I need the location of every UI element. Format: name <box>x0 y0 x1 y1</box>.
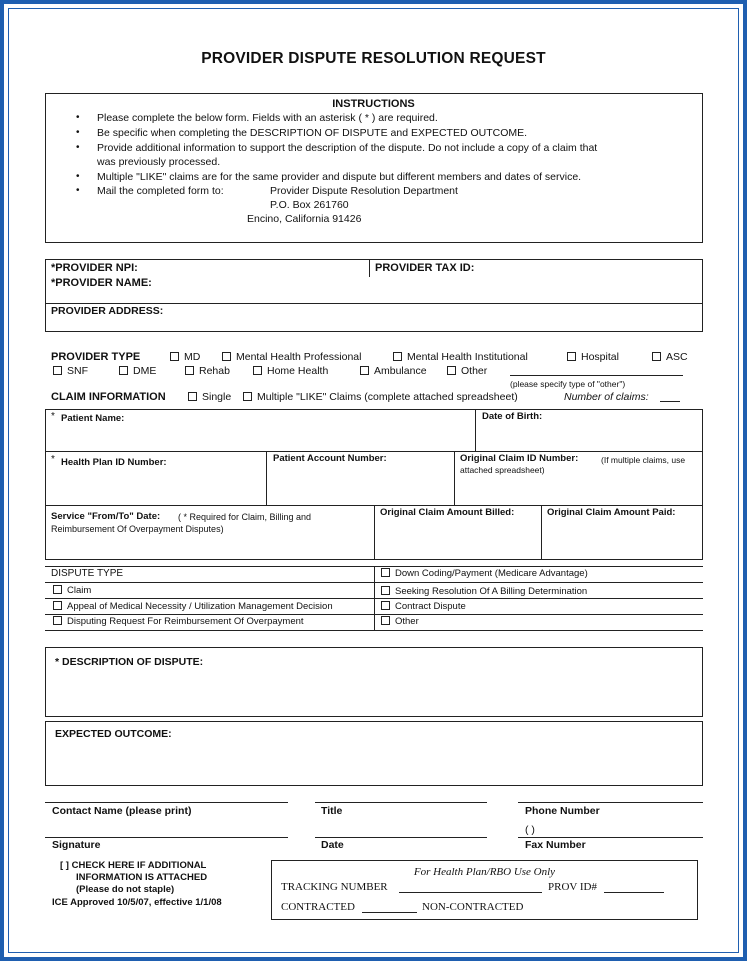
orig-billed-label[interactable]: Original Claim Amount Billed: <box>380 507 515 518</box>
option-label: ASC <box>666 351 688 363</box>
instruction-item: Multiple "LIKE" claims are for the same provider and dispute but different members and dates of service. <box>97 171 582 183</box>
attach-line: (Please do not staple) <box>76 884 175 895</box>
option-label: Seeking Resolution Of A Billing Determination <box>395 586 588 597</box>
service-date-note: ( * Required for Claim, Billing and <box>178 512 312 522</box>
instruction-item: Please complete the below form. Fields with an asterisk ( * ) are required. <box>97 112 438 124</box>
patient-account-label[interactable]: Patient Account Number: <box>273 453 387 464</box>
checkbox[interactable] <box>652 352 661 361</box>
checkbox[interactable] <box>381 568 390 577</box>
orig-claim-id-note: (If multiple claims, use <box>601 455 686 465</box>
ice-approved-note: ICE Approved 10/5/07, effective 1/1/08 <box>52 897 222 908</box>
bullet-icon: • <box>76 112 80 123</box>
dispute-overpayment-option[interactable] <box>53 616 304 628</box>
option-label: Ambulance <box>374 365 427 377</box>
claim-information-label: CLAIM INFORMATION <box>51 391 166 403</box>
option-label: Claim <box>67 585 92 596</box>
option-label: SNF <box>67 365 88 377</box>
divider <box>374 566 375 630</box>
service-date-label[interactable]: Service "From/To" Date: <box>51 511 161 522</box>
provider-address-label[interactable]: PROVIDER ADDRESS: <box>51 305 164 317</box>
checkbox[interactable] <box>185 366 194 375</box>
asterisk-mark: * <box>51 411 55 422</box>
description-label: * DESCRIPTION OF DISPUTE: <box>55 656 204 668</box>
dispute-billing-option[interactable] <box>381 586 587 598</box>
signature-line <box>45 837 288 838</box>
divider <box>475 409 476 451</box>
phone-label[interactable]: Phone Number <box>525 805 600 817</box>
divider <box>454 451 455 505</box>
signature-line <box>45 802 288 803</box>
signature-line <box>315 802 487 803</box>
non-contracted-label[interactable]: NON-CONTRACTED <box>422 901 524 913</box>
option-label: MD <box>184 351 201 363</box>
mail-address-line: P.O. Box 261760 <box>270 199 349 211</box>
dispute-other-option[interactable] <box>381 616 419 628</box>
instruction-item: was previously processed. <box>97 156 221 168</box>
divider <box>541 505 542 560</box>
checkbox[interactable] <box>222 352 231 361</box>
signature-line <box>518 802 703 803</box>
checkbox[interactable] <box>393 352 402 361</box>
divider <box>369 259 370 277</box>
dob-label[interactable]: Date of Birth: <box>482 411 543 422</box>
checkbox[interactable] <box>447 366 456 375</box>
claim-single-option[interactable] <box>188 391 231 403</box>
provider-type-dme[interactable] <box>119 365 156 377</box>
other-specify-line[interactable] <box>510 375 683 376</box>
checkbox[interactable] <box>381 586 390 595</box>
dispute-contract-option[interactable] <box>381 601 466 613</box>
provider-type-ambulance[interactable] <box>360 365 427 377</box>
dispute-claim-option[interactable] <box>53 585 91 597</box>
checkbox[interactable] <box>381 601 390 610</box>
provider-type-rehab[interactable] <box>185 365 230 377</box>
contact-name-label[interactable]: Contact Name (please print) <box>52 805 192 817</box>
divider <box>45 451 703 452</box>
option-label: Multiple "LIKE" Claims (complete attached spreadsheet) <box>257 391 518 403</box>
option-label: Single <box>202 391 232 403</box>
contracted-label[interactable]: CONTRACTED <box>281 901 355 913</box>
option-label: Appeal of Medical Necessity / Utilization Management Decision <box>67 601 333 612</box>
prov-id-label: PROV ID# <box>548 881 598 893</box>
dispute-type-label: DISPUTE TYPE <box>51 568 124 579</box>
tracking-number-line[interactable] <box>399 892 542 893</box>
provider-type-mh-institutional[interactable] <box>393 351 528 363</box>
service-date-note: Reimbursement Of Overpayment Disputes) <box>51 524 224 534</box>
option-label: Hospital <box>581 351 619 363</box>
divider <box>266 451 267 505</box>
provider-npi-label[interactable]: *PROVIDER NPI: <box>51 262 138 274</box>
expected-outcome-label: EXPECTED OUTCOME: <box>55 728 172 740</box>
health-plan-heading: For Health Plan/RBO Use Only <box>413 866 556 878</box>
bullet-icon: • <box>76 185 80 196</box>
checkbox[interactable] <box>253 366 262 375</box>
asterisk-mark: * <box>51 454 55 465</box>
claim-multiple-option[interactable] <box>243 391 518 403</box>
checkbox[interactable] <box>188 392 197 401</box>
option-label: Disputing Request For Reimbursement Of Overpayment <box>67 616 304 627</box>
dispute-appeal-option[interactable] <box>53 601 333 613</box>
fax-label[interactable]: Fax Number <box>525 839 586 851</box>
checkbox[interactable] <box>53 616 62 625</box>
provider-type-hospital[interactable] <box>567 351 619 363</box>
option-label: Mental Health Institutional <box>407 351 528 363</box>
checkbox[interactable] <box>53 585 62 594</box>
phone-area-code[interactable]: ( ) <box>525 824 535 836</box>
provider-tax-id-label[interactable]: PROVIDER TAX ID: <box>375 262 475 274</box>
instruction-item: Mail the completed form to: <box>97 185 224 197</box>
checkbox[interactable] <box>53 601 62 610</box>
number-of-claims-label: Number of claims: <box>564 391 649 403</box>
option-label: Rehab <box>199 365 230 377</box>
provider-type-asc[interactable] <box>652 351 688 363</box>
divider <box>45 630 703 631</box>
option-label: DME <box>133 365 157 377</box>
signature-line <box>315 837 487 838</box>
divider <box>374 505 375 560</box>
option-label: Home Health <box>267 365 329 377</box>
provider-box <box>45 259 703 332</box>
title-label[interactable]: Title <box>321 805 343 817</box>
signature-line <box>518 837 703 838</box>
bullet-icon: • <box>76 171 80 182</box>
tracking-number-label: TRACKING NUMBER <box>281 881 388 893</box>
provider-name-label[interactable]: *PROVIDER NAME: <box>51 277 152 289</box>
option-label: Contract Dispute <box>395 601 466 612</box>
provider-type-md[interactable] <box>170 351 200 363</box>
other-specify-note: (please specify type of "other") <box>510 379 626 389</box>
bullet-icon: • <box>76 127 80 138</box>
instructions-heading: INSTRUCTIONS <box>332 98 415 110</box>
option-label: Down Coding/Payment (Medicare Advantage) <box>395 568 588 579</box>
provider-type-mh-professional[interactable] <box>222 351 361 363</box>
checkbox[interactable] <box>243 392 252 401</box>
divider <box>45 303 703 304</box>
checkbox[interactable] <box>567 352 576 361</box>
bullet-icon: • <box>76 142 80 153</box>
orig-claim-id-label[interactable]: Original Claim ID Number: <box>460 453 579 464</box>
attach-check[interactable]: [ ] CHECK HERE IF ADDITIONAL <box>60 860 207 871</box>
orig-claim-id-note: attached spreadsheet) <box>460 465 545 475</box>
provider-type-label: PROVIDER TYPE <box>51 351 141 363</box>
checkbox[interactable] <box>360 366 369 375</box>
option-label: Other <box>461 365 488 377</box>
prov-id-line[interactable] <box>604 892 664 893</box>
checkbox[interactable] <box>170 352 179 361</box>
form-title: PROVIDER DISPUTE RESOLUTION REQUEST <box>201 50 546 67</box>
signature-label[interactable]: Signature <box>52 839 101 851</box>
number-of-claims-line[interactable] <box>660 401 680 402</box>
orig-paid-label[interactable]: Original Claim Amount Paid: <box>547 507 676 518</box>
provider-type-home-health[interactable] <box>253 365 328 377</box>
provider-type-other[interactable] <box>447 365 487 377</box>
attach-line: INFORMATION IS ATTACHED <box>76 872 208 883</box>
checkbox[interactable] <box>53 366 62 375</box>
instruction-item: Be specific when completing the DESCRIPTION OF DISPUTE and EXPECTED OUTCOME. <box>97 127 528 139</box>
mail-address-line: Provider Dispute Resolution Department <box>270 185 458 197</box>
date-label[interactable]: Date <box>321 839 344 851</box>
option-label: Mental Health Professional <box>236 351 362 363</box>
checkbox[interactable] <box>381 616 390 625</box>
checkbox[interactable] <box>119 366 128 375</box>
health-plan-id-label[interactable]: Health Plan ID Number: <box>61 457 167 468</box>
provider-type-snf[interactable] <box>53 365 88 377</box>
dispute-downcoding-option[interactable] <box>381 568 588 580</box>
contracted-line[interactable] <box>362 912 417 913</box>
instruction-item: Provide additional information to support the description of the dispute. Do not include a copy of a claim that <box>97 142 598 154</box>
option-label: Other <box>395 616 419 627</box>
patient-name-label[interactable]: Patient Name: <box>61 413 125 424</box>
mail-address-line: Encino, California 91426 <box>247 213 362 225</box>
